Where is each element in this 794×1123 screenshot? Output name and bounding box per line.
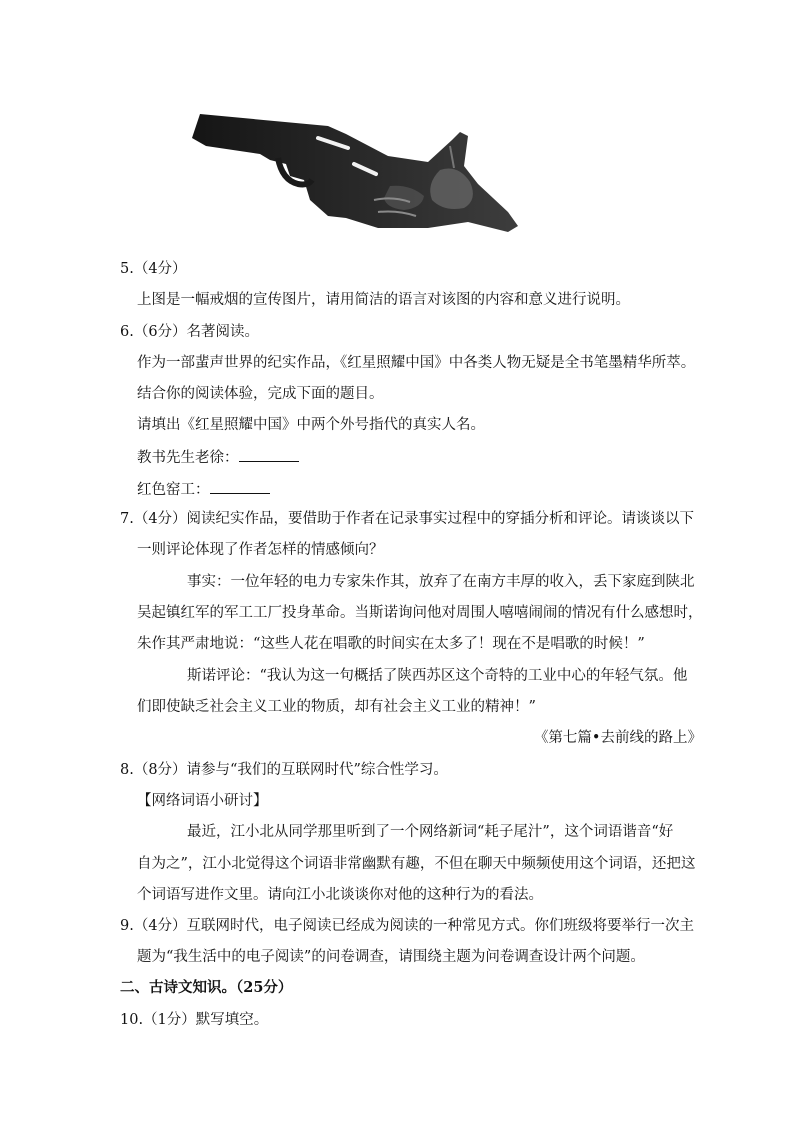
question-6-text-2: 结合你的阅读体验，完成下面的题目。 bbox=[137, 386, 384, 402]
answer-row-teacher-xu bbox=[137, 447, 299, 468]
anti-smoking-illustration bbox=[178, 104, 518, 256]
question-10-heading: 10.（1分）默写填空。 bbox=[120, 1012, 269, 1028]
answer-label-teacher-xu: 教书先生老徐： bbox=[137, 450, 239, 466]
question-8-paragraph-1: 最近，江小北从同学那里听到了一个网络新词“耗子尾汁”，这个词语谐音“好 bbox=[187, 824, 674, 840]
answer-blank-red-worker[interactable] bbox=[210, 479, 270, 494]
question-6-text-1: 作为一部蜚声世界的纪实作品，《红星照耀中国》中各类人物无疑是全书笔墨精华所萃。 bbox=[137, 355, 696, 371]
answer-row-red-worker bbox=[137, 479, 270, 500]
quote-fact-1: 事实：一位年轻的电力专家朱作其，放弃了在南方丰厚的收入，丢下家庭到陕北 bbox=[187, 574, 695, 590]
question-7-heading: 7.（4分）阅读纪实作品，要借助于作者在记录事实过程中的穿插分析和评论。请谈谈以下 bbox=[120, 511, 695, 527]
question-6-heading: 6.（6分）名著阅读。 bbox=[120, 324, 260, 340]
question-8-section-title: 【网络词语小研讨】 bbox=[137, 793, 268, 809]
answer-label-red-worker: 红色窑工： bbox=[137, 482, 210, 498]
quote-fact-2: 吴起镇红军的军工工厂投身革命。当斯诺询问他对周围人嘻嘻闹闹的情况有什么感想时， bbox=[137, 605, 703, 621]
question-8-heading: 8.（8分）请参与“我们的互联网时代”综合性学习。 bbox=[120, 762, 448, 778]
question-5-text: 上图是一幅戒烟的宣传图片，请用简洁的语言对该图的内容和意义进行说明。 bbox=[137, 292, 630, 308]
question-8-paragraph-2: 自为之”，江小北觉得这个词语非常幽默有趣，不但在聊天中频频使用这个词语，还把这 bbox=[137, 856, 696, 872]
section-2-title: 二、古诗文知识。（25分） bbox=[120, 979, 293, 996]
question-7-text: 一则评论体现了作者怎样的情感倾向？ bbox=[137, 542, 384, 558]
question-6-text-3: 请填出《红星照耀中国》中两个外号指代的真实人名。 bbox=[137, 417, 485, 433]
question-5-heading: 5.（4分） bbox=[120, 261, 187, 277]
answer-blank-teacher-xu[interactable] bbox=[239, 447, 299, 462]
question-9-text: 题为“我生活中的电子阅读”的问卷调查，请围绕主题为问卷调查设计两个问题。 bbox=[137, 949, 645, 965]
quote-fact-3: 朱作其严肃地说：“这些人花在唱歌的时间实在太多了！现在不是唱歌的时候！” bbox=[137, 636, 645, 652]
question-9-heading: 9.（4分）互联网时代，电子阅读已经成为阅读的一种常见方式。你们班级将要举行一次主 bbox=[120, 918, 695, 934]
quote-comment-2: 们即使缺乏社会主义工业的物质，却有社会主义工业的精神！” bbox=[137, 699, 536, 715]
quote-source: 《第七篇•去前线的路上》 bbox=[533, 730, 702, 746]
question-8-paragraph-3: 个词语写进作文里。请向江小北谈谈你对他的这种行为的看法。 bbox=[137, 887, 543, 903]
quote-comment-1: 斯诺评论：“我认为这一句概括了陕西苏区这个奇特的工业中心的年轻气氛。他 bbox=[187, 668, 688, 684]
